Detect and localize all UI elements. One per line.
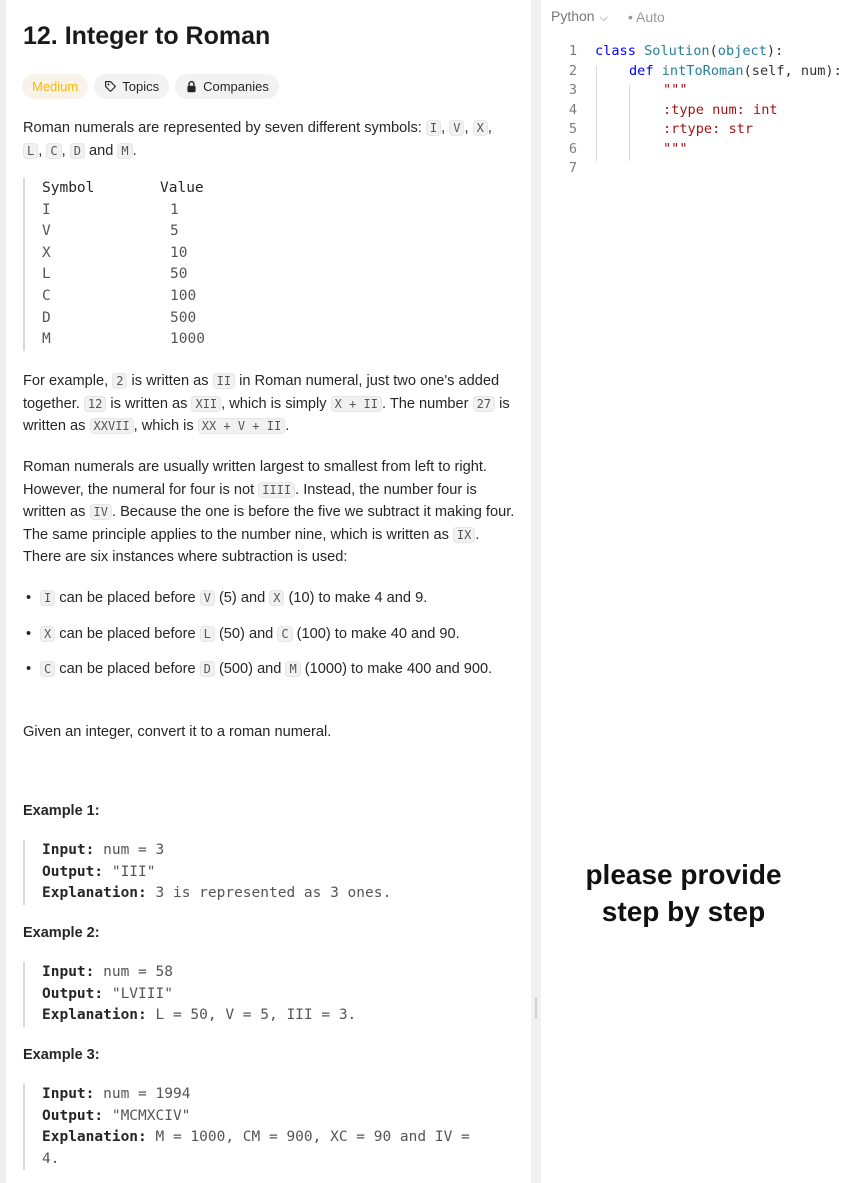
example-3-heading: Example 3: bbox=[23, 1047, 100, 1063]
table-cell: D bbox=[42, 309, 51, 326]
table-cell: I bbox=[42, 201, 51, 218]
list-item: • X can be placed before L (50) and C (100) to make 40 and 90. bbox=[23, 623, 515, 646]
subtraction-rules-list bbox=[23, 587, 515, 694]
example-1-heading: Example 1: bbox=[23, 803, 100, 819]
tag-icon bbox=[104, 80, 117, 93]
line-number: 2 bbox=[568, 62, 577, 79]
mode-indicator[interactable]: • Auto bbox=[628, 8, 665, 25]
table-cell: L bbox=[42, 266, 51, 283]
intro-paragraph: Roman numerals are represented by seven different symbols: I , V , X , L , C , D and M . bbox=[23, 120, 492, 159]
example-2-block: Input: num = 58 Output: "LVIII" Explanation: L = 50, V = 5, III = 3. bbox=[23, 962, 473, 1027]
symbol-value-table bbox=[23, 178, 240, 351]
topics-button[interactable] bbox=[94, 74, 169, 99]
code-line: :rtype: str bbox=[663, 121, 754, 137]
table-cell: V bbox=[42, 223, 51, 240]
companies-label: Companies bbox=[203, 79, 269, 94]
code-line: """ bbox=[663, 82, 688, 98]
indent-guide bbox=[596, 66, 597, 161]
table-cell: 10 bbox=[170, 244, 188, 261]
difficulty-badge[interactable] bbox=[22, 74, 88, 99]
line-number: 6 bbox=[568, 140, 577, 157]
line-number: 1 bbox=[568, 43, 577, 59]
line-number: 7 bbox=[568, 160, 577, 176]
table-cell: X bbox=[42, 244, 51, 261]
code-line: :type num: int bbox=[663, 101, 778, 118]
code-line: """ bbox=[663, 140, 688, 157]
example-2-heading: Example 2: bbox=[23, 925, 100, 941]
subtraction-paragraph: Roman numerals are usually written largest to smallest from left to right. However, the numeral for four is not IIII . Instead, the number four is written as IV . Because the one is before the five we subtract it making four. The same principle applies to the number nine, which is written as IX . There are six instances where subtraction is used: bbox=[23, 459, 515, 565]
table-header: Value bbox=[160, 180, 204, 196]
editor-toolbar bbox=[551, 8, 665, 25]
line-number: 3 bbox=[568, 82, 577, 98]
table-cell: M bbox=[42, 331, 51, 348]
companies-button[interactable] bbox=[175, 74, 279, 99]
example-paragraph: For example, 2 is written as II in Roman numeral, just two one's added together. 12 is written as XII , which is simply X + II . The number 27 is written as XXVII , which is XX + V + II . bbox=[23, 373, 510, 434]
list-item: • C can be placed before D (500) and M (1000) to make 400 and 900. bbox=[23, 658, 515, 681]
line-number: 4 bbox=[568, 101, 577, 118]
table-cell: 1000 bbox=[170, 331, 205, 348]
code-line: def intToRoman(self, num): bbox=[629, 62, 842, 79]
tag-row bbox=[22, 74, 279, 99]
indent-guide bbox=[629, 85, 630, 161]
chevron-down-icon: ⌵ bbox=[596, 12, 608, 24]
problem-description-panel bbox=[6, 0, 531, 1183]
code-area[interactable] bbox=[541, 42, 842, 413]
table-cell: 100 bbox=[170, 287, 197, 304]
table-cell: 500 bbox=[170, 309, 197, 326]
language-select[interactable]: Python ⌵ bbox=[551, 8, 608, 24]
topics-label: Topics bbox=[122, 79, 160, 94]
table-header: Symbol bbox=[42, 180, 95, 196]
table-cell: C bbox=[42, 287, 51, 304]
example-1-block: Input: num = 3 Output: "III" Explanation: 3 is represented as 3 ones. bbox=[23, 840, 473, 905]
table-cell: 50 bbox=[170, 266, 188, 283]
code-editor-panel bbox=[541, 0, 860, 1183]
task-statement: Given an integer, convert it to a roman numeral. bbox=[23, 724, 332, 740]
table-cell: 1 bbox=[170, 201, 179, 218]
list-item: • I can be placed before V (5) and X (10) to make 4 and 9. bbox=[23, 587, 515, 610]
difficulty-label: Medium bbox=[32, 79, 79, 94]
panel-resize-handle[interactable] bbox=[535, 997, 537, 1019]
table-cell: 5 bbox=[170, 223, 179, 240]
problem-title: 12. Integer to Roman bbox=[23, 22, 271, 50]
annotation-text: please provide step by step bbox=[585, 859, 782, 927]
code-line: class Solution(object): bbox=[595, 43, 784, 59]
line-number: 5 bbox=[568, 121, 577, 137]
example-3-block: Input: num = 1994 Output: "MCMXCIV" Explanation: M = 1000, CM = 900, XC = 90 and IV = 4. bbox=[23, 1084, 493, 1170]
lock-icon bbox=[185, 80, 198, 93]
